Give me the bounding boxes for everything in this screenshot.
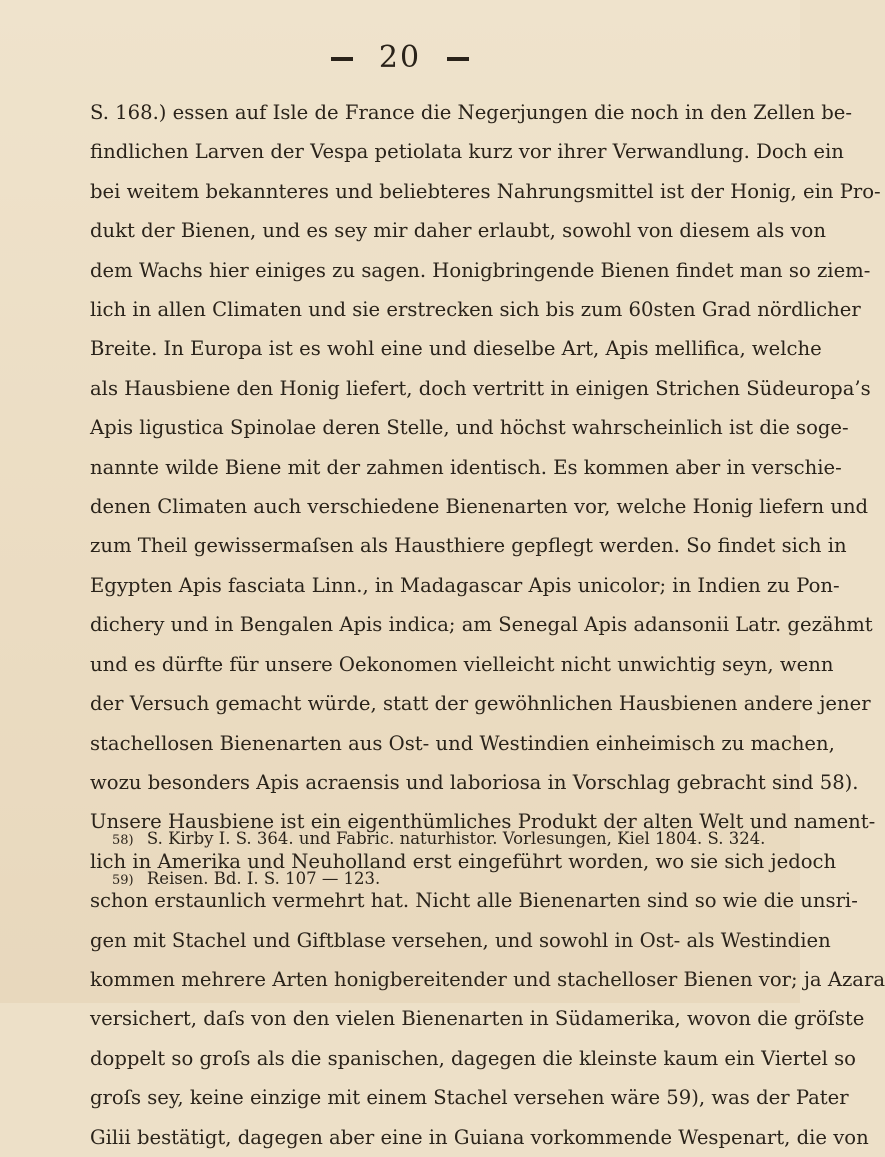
body-text	[90, 93, 885, 1157]
page-number: 20	[378, 40, 422, 75]
text-line: lich in Amerika und Neuholland erst eingeführt worden, wo sie sich jedoch	[90, 849, 837, 873]
text-line: groſs sey, keine einzige mit einem Stachel versehen wäre 59), was der Pater	[90, 1086, 849, 1110]
text-line: der Versuch gemacht würde, statt der gewöhnlichen Hausbienen andere jener	[90, 692, 871, 716]
text-line: Egypten Apis fasciata Linn., in Madagascar Apis unicolor; in Indien zu Pon-	[90, 573, 840, 597]
text-line: schon erstaunlich vermehrt hat. Nicht alle Bienenarten sind so wie die unsri-	[90, 889, 858, 913]
text-line: denen Climaten auch verschiedene Bienenarten vor, welche Honig liefern und	[90, 495, 869, 519]
text-line: Apis ligustica Spinolae deren Stelle, und höchst wahrscheinlich ist die soge-	[90, 416, 849, 440]
text-line: dukt der Bienen, und es sey mir daher erlaubt, sowohl von diesem als von	[90, 219, 826, 243]
text-line: zum Theil gewissermaſsen als Hausthiere gepflegt werden. So findet sich in	[90, 534, 847, 558]
text-line: als Hausbiene den Honig liefert, doch vertritt in einigen Strichen Südeuropa’s	[90, 376, 871, 400]
header-dash-left	[331, 57, 353, 61]
footnote-number: 59)	[112, 873, 134, 888]
text-line: dichery und in Bengalen Apis indica; am Senegal Apis adansonii Latr. gezähmt	[90, 613, 873, 637]
footnote-text: Reisen. Bd. I. S. 107 — 123.	[146, 869, 381, 888]
text-line: versichert, daſs von den vielen Bienenarten in Südamerika, wovon die gröſste	[90, 1007, 865, 1031]
text-line: bei weitem bekannteres und beliebteres Nahrungsmittel ist der Honig, ein Pro-	[90, 179, 881, 203]
footnotes	[112, 820, 766, 900]
text-line: doppelt so groſs als die spanischen, dagegen die kleinste kaum ein Viertel so	[90, 1046, 856, 1070]
text-line: Unsere Hausbiene ist ein eigenthümliches Produkt der alten Welt und nament-	[90, 810, 876, 834]
footnote	[112, 860, 752, 900]
header-dash-right	[447, 57, 469, 61]
text-line: dem Wachs hier einiges zu sagen. Honigbringende Bienen findet man so ziem-	[90, 258, 871, 282]
text-line: nannte wilde Biene mit der zahmen identisch. Es kommen aber in verschie-	[90, 455, 842, 479]
footnote-text: S. Kirby I. S. 364. und Fabric. naturhistor. Vorlesungen, Kiel 1804. S. 324.	[146, 829, 766, 848]
text-line: findlichen Larven der Vespa petiolata kurz vor ihrer Verwandlung. Doch ein	[90, 140, 844, 164]
footnote	[112, 820, 766, 860]
text-line: lich in allen Climaten und sie erstrecken sich bis zum 60sten Grad nördlicher	[90, 298, 861, 322]
text-line: kommen mehrere Arten honigbereitender und stachelloser Bienen vor; ja Azara	[90, 967, 885, 991]
text-line: Gilii bestätigt, dagegen aber eine in Guiana vorkommende Wespenart, die von	[90, 1125, 869, 1149]
text-line: stachellosen Bienenarten aus Ost- und Westindien einheimisch zu machen,	[90, 731, 835, 755]
page-header	[0, 40, 800, 75]
text-line: S. 168.) essen auf Isle de France die Negerjungen die noch in den Zellen be-	[90, 101, 853, 124]
footnote-number: 58)	[112, 833, 134, 848]
text-line: gen mit Stachel und Giftblase versehen, und sowohl in Ost- als Westindien	[90, 928, 831, 952]
text-line: Breite. In Europa ist es wohl eine und dieselbe Art, Apis mellifica, welche	[90, 337, 822, 361]
text-line: wozu besonders Apis acraensis und laboriosa in Vorschlag gebracht sind 58).	[90, 770, 859, 794]
text-line: und es dürfte für unsere Oekonomen vielleicht nicht unwichtig seyn, wenn	[90, 652, 834, 676]
